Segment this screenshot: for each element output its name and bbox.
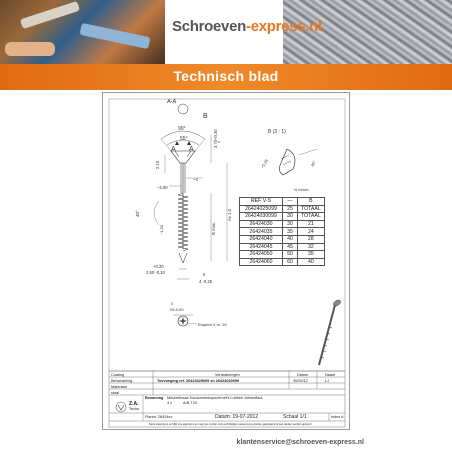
svg-text:~0,35: ~0,35	[259, 158, 269, 170]
description-label: Benaming	[145, 396, 164, 400]
table-row: 26424030099 30 TOTAAL	[240, 213, 325, 221]
page-header	[0, 0, 452, 68]
svg-text:45°: 45°	[309, 159, 317, 168]
isometric-screw	[319, 299, 342, 365]
change-initial: LJ	[325, 378, 330, 383]
drawing-scale: Schaal 1/1	[283, 414, 307, 420]
company-sub: Techn.	[129, 407, 141, 411]
page-title: Technisch blad	[173, 68, 279, 84]
table-row: 26424035 35 24	[240, 228, 325, 236]
table-row: 26424040 40 28	[240, 235, 325, 243]
drawing-date: Datum: 19-07-2012	[215, 414, 259, 420]
table-header-row: REF V-S — B	[240, 198, 325, 206]
table-row: 26424045 45 32	[240, 243, 325, 251]
description-value: Meubelbouw Kordonnierkopschroef's Lobbee Jofoesflaut	[167, 396, 263, 400]
svg-text:~1,50: ~1,50	[159, 224, 164, 235]
coating-label: Coating	[111, 372, 125, 377]
disclaimer: Deze tekening is en blijft ons eigendom en mag niet zonder onze schriftelijke toestemming worden gekopieerd of aan derden worden getoond	[149, 422, 312, 426]
header-photo-tools	[0, 0, 165, 68]
detail-scale-label: B (3 : 1)	[268, 129, 286, 135]
svg-text:3,70+0,30: 3,70+0,30	[213, 129, 218, 148]
material-label: Materiaal	[111, 384, 127, 389]
svg-text:2,50 -0,10: 2,50 -0,10	[146, 270, 165, 275]
changes-label: Veranderingen	[215, 372, 240, 377]
name-label: Naam	[325, 372, 336, 377]
change-date: 30/09/12	[293, 378, 308, 383]
date-label: Datum	[297, 372, 309, 377]
reference-table	[239, 197, 325, 266]
detail-circle	[178, 104, 188, 114]
svg-text:90°: 90°	[178, 126, 186, 132]
brand-logo[interactable]	[172, 18, 322, 35]
page-footer	[0, 432, 452, 452]
svg-text:A: A	[189, 146, 194, 153]
treatment-label: Behandeling	[111, 378, 133, 383]
svg-text:2,10: 2,10	[155, 160, 160, 169]
table-row: 26424060 60 40	[240, 258, 325, 266]
svg-text:+0,20: +0,20	[153, 264, 164, 269]
plan-number: Planm. 26424xx	[145, 415, 173, 419]
material-value: staal	[111, 390, 120, 395]
svg-text:0: 0	[217, 141, 221, 143]
company-name: Z.A.	[129, 401, 139, 407]
svg-text:~2,80: ~2,80	[157, 185, 168, 190]
svg-text:0: 0	[203, 272, 206, 277]
table-row: 26424025099 25 TOTAAL	[240, 205, 325, 213]
emprint-label: Emprint X nr. 20	[198, 322, 227, 327]
svg-text:~4: ~4	[193, 177, 198, 182]
table-row: 26424030 30 21	[240, 220, 325, 228]
svg-text:05-0,50: 05-0,50	[170, 307, 184, 312]
company-logo	[116, 402, 126, 412]
logo-accent-text: -express.nl	[246, 18, 322, 35]
svg-text:A± 1,0: A± 1,0	[227, 208, 232, 221]
svg-text:B max.: B max.	[211, 221, 216, 235]
svg-text:40°: 40°	[135, 210, 140, 217]
svg-text:0: 0	[171, 301, 174, 306]
detail-ref: B	[203, 113, 208, 120]
svg-text:55°: 55°	[180, 136, 188, 142]
customer-service-email[interactable]: klantenservice@schroeven-express.nl	[236, 439, 364, 446]
technical-drawing-sheet	[102, 92, 350, 430]
description-line3: A/B-T20	[183, 401, 197, 405]
table-row: 26424050 50 35	[240, 251, 325, 259]
drawing-index: Index A	[331, 415, 344, 419]
screw-tip	[179, 253, 187, 263]
section-label: A-A	[167, 99, 177, 105]
svg-text:4 -0,25: 4 -0,25	[199, 279, 213, 284]
svg-text:~6 vinnen: ~6 vinnen	[293, 188, 309, 192]
svg-text:A: A	[171, 146, 176, 153]
detail-b-fin	[279, 149, 295, 175]
logo-main-text: Schroeven	[172, 18, 246, 35]
description-line2: 4 x	[167, 401, 173, 405]
change-text: Toevoeging ref. 26424025099 en 26424030099	[157, 378, 240, 383]
